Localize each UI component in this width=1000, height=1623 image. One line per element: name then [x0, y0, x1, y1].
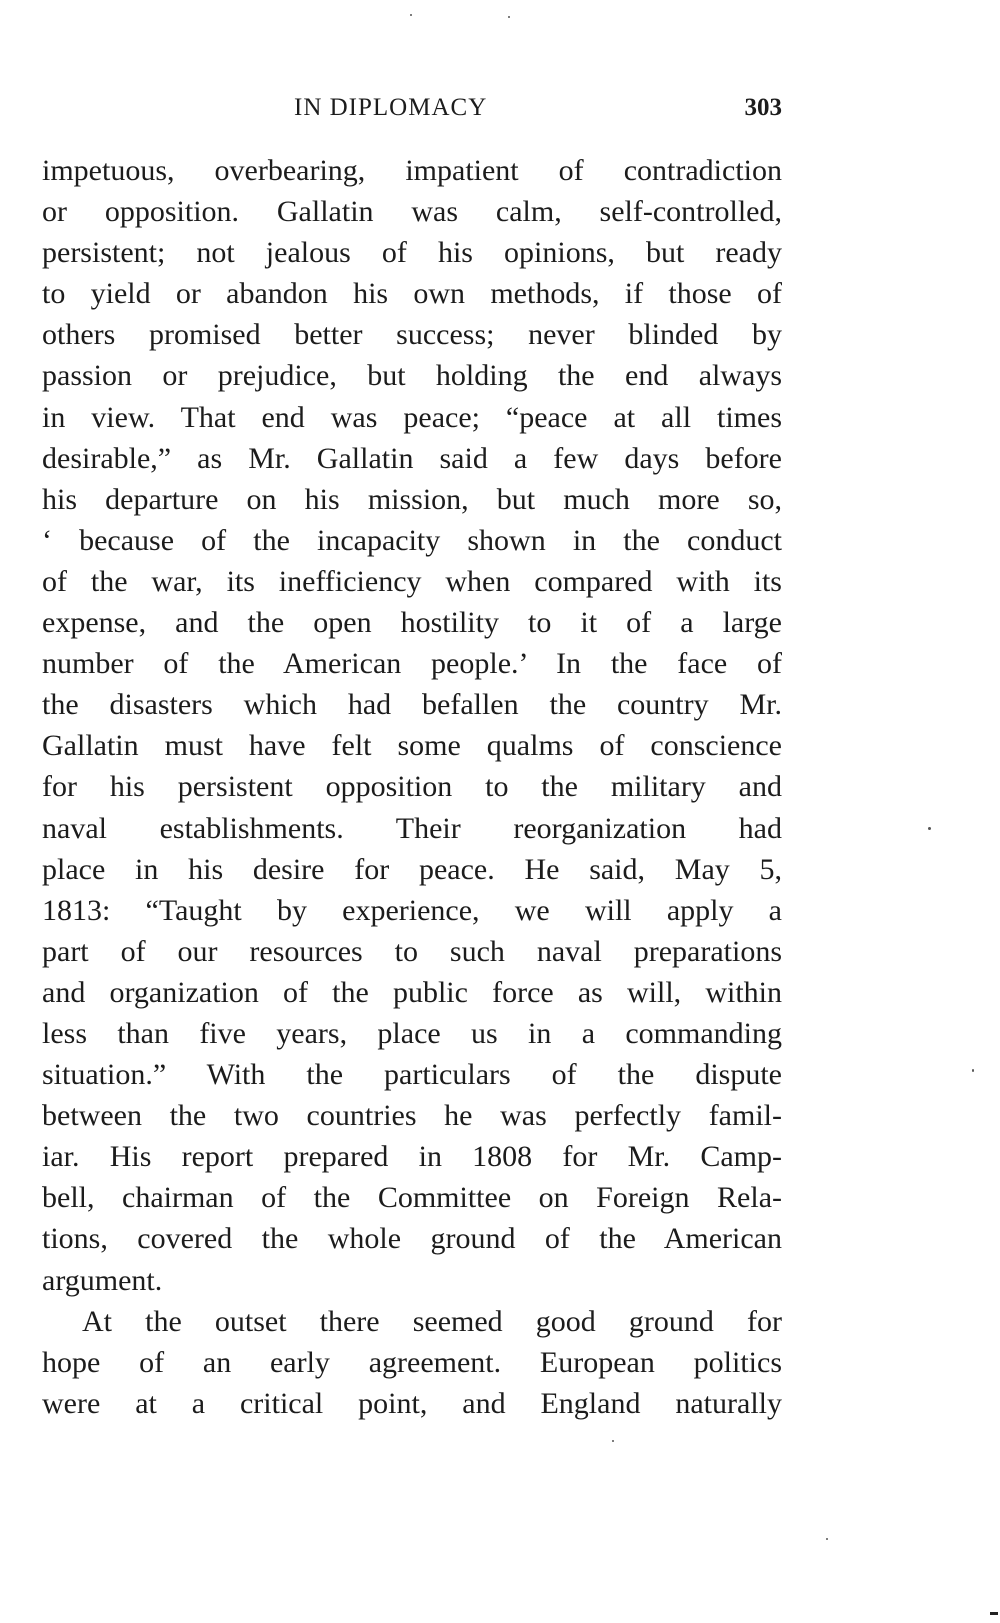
text-line: argument. — [42, 1263, 163, 1297]
text-line: At the outset there seemed good ground for — [82, 1304, 782, 1338]
text-line: expense, and the open hostility to it of a large — [42, 606, 782, 640]
text-line: or opposition. Gallatin was calm, self-controlled, — [42, 195, 782, 229]
text-line: others promised better success; never blinded by — [42, 318, 782, 352]
text-line: place in his desire for peace. He said, May 5, — [42, 852, 782, 886]
scan-speck — [990, 1612, 998, 1615]
text-line: persistent; not jealous of his opinions, but ready — [42, 236, 782, 270]
text-line: and organization of the public force as will, within — [42, 975, 782, 1009]
text-line: his departure on his mission, but much more so, — [42, 482, 782, 516]
scan-speck — [972, 1069, 974, 1072]
scan-speck — [508, 16, 510, 18]
text-line: impetuous, overbearing, impatient of contradiction — [42, 154, 782, 187]
paragraph — [42, 1301, 782, 1424]
text-line: number of the American people.’ In the face of — [42, 647, 782, 681]
scan-speck — [612, 1440, 614, 1442]
scan-speck — [410, 14, 412, 16]
text-line: hope of an early agreement. European politics — [42, 1345, 782, 1379]
scan-speck — [826, 1538, 828, 1540]
text-line: part of our resources to such naval preparations — [42, 934, 782, 968]
text-line: naval establishments. Their reorganization had — [42, 811, 782, 845]
text-line: desirable,” as Mr. Gallatin said a few days before — [42, 441, 782, 475]
text-line: 1813: “Taught by experience, we will apply a — [42, 893, 782, 927]
body-text — [42, 150, 782, 1424]
paragraph — [42, 150, 782, 1301]
text-line: less than five years, place us in a commanding — [42, 1016, 782, 1050]
running-head — [42, 94, 782, 130]
text-line: passion or prejudice, but holding the end always — [42, 359, 782, 393]
text-line: tions, covered the whole ground of the American — [42, 1222, 782, 1256]
text-line: iar. His report prepared in 1808 for Mr. Camp- — [42, 1140, 782, 1174]
text-line: ‘ because of the incapacity shown in the conduct — [42, 523, 782, 557]
page-number: 303 — [744, 94, 782, 121]
text-line: between the two countries he was perfectly famil- — [42, 1099, 782, 1133]
scan-speck — [928, 827, 931, 830]
text-line: of the war, its inefficiency when compared with its — [42, 564, 782, 598]
text-line: to yield or abandon his own methods, if those of — [42, 277, 782, 311]
text-line: bell, chairman of the Committee on Foreign Rela- — [42, 1181, 782, 1215]
text-line: the disasters which had befallen the country Mr. — [42, 688, 782, 722]
text-line: Gallatin must have felt some qualms of conscience — [42, 729, 782, 763]
text-line: situation.” With the particulars of the dispute — [42, 1058, 782, 1092]
text-line: in view. That end was peace; “peace at all times — [42, 400, 782, 434]
text-line: for his persistent opposition to the military and — [42, 770, 782, 804]
running-title: IN DIPLOMACY — [294, 94, 488, 121]
text-line: were at a critical point, and England naturally — [42, 1386, 782, 1420]
